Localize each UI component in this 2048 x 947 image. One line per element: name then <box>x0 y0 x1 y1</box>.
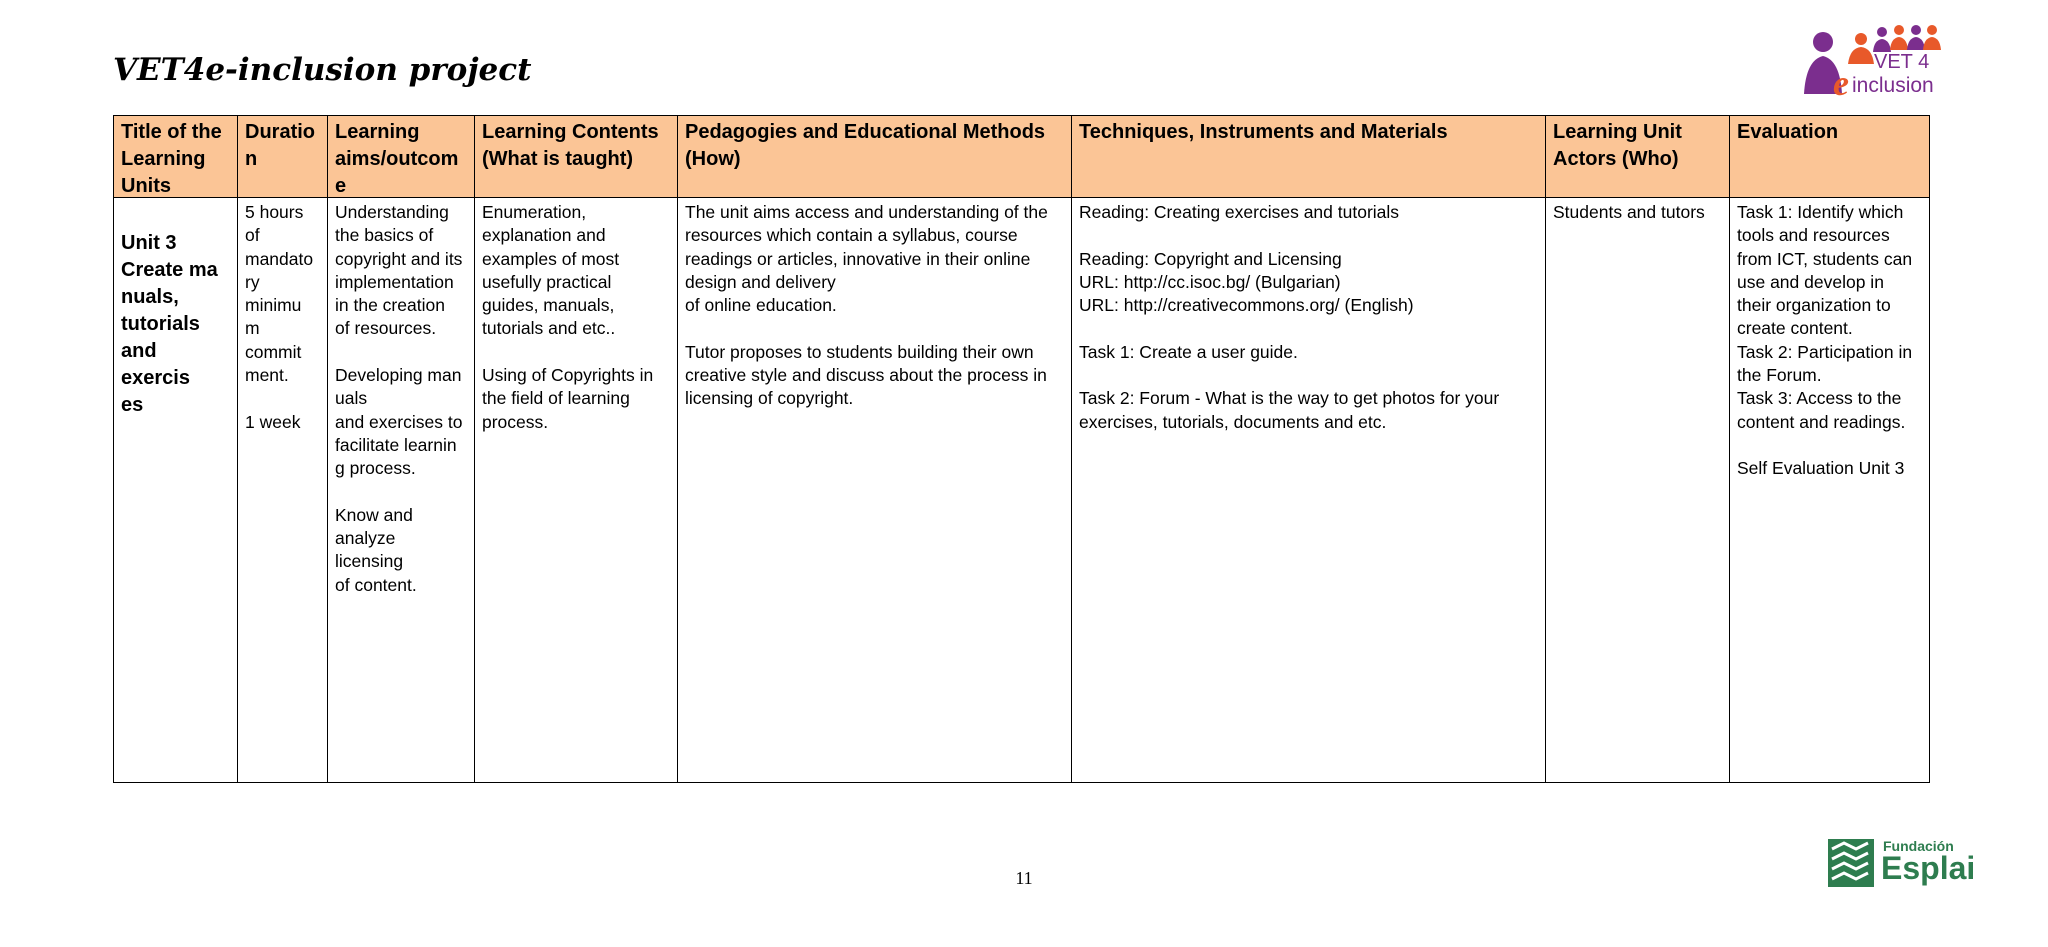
esplai-logo-line2: Esplai <box>1881 850 1976 886</box>
text-line: of <box>245 225 260 246</box>
text-line <box>1079 364 1538 387</box>
text-line: Reading: Creating exercises and tutorials <box>1079 202 1400 222</box>
vet4-inclusion-logo <box>1796 22 1942 96</box>
text-line: (What is taught) <box>482 148 634 170</box>
text-line: Self Evaluation Unit 3 <box>1737 458 1905 479</box>
text-line: create content. <box>1737 318 1853 339</box>
text-line: Title of the <box>121 121 222 143</box>
text-line: Actors (Who) <box>1553 148 1679 170</box>
text-line: the basics of <box>335 225 434 246</box>
text-line <box>245 387 320 410</box>
text-line: The unit aims access and understanding of the <box>685 202 1048 222</box>
fundacion-esplai-logo <box>1828 838 1976 888</box>
text-line: Learning Unit <box>1553 121 1682 143</box>
text-line <box>482 341 670 364</box>
text-line: 1 week <box>245 411 301 432</box>
text-line: ment. <box>245 365 289 386</box>
text-line: aims/outcom <box>335 148 459 170</box>
text-line: commit <box>245 341 302 362</box>
text-line: Unit 3 <box>121 232 177 254</box>
text-line: design and delivery <box>685 271 836 292</box>
text-line: implementation <box>335 271 454 292</box>
text-line: tutorials <box>121 313 200 335</box>
text-line: URL: http://cc.isoc.bg/ (Bulgarian) <box>1079 271 1341 292</box>
header-title-of-learning-units <box>114 116 238 198</box>
text-line: licensing of copyright. <box>685 388 854 409</box>
text-line: Understanding <box>335 202 449 222</box>
header-pedagogies <box>678 116 1072 198</box>
text-line: use and develop in <box>1737 271 1884 292</box>
header-techniques <box>1072 116 1546 198</box>
text-line <box>335 341 467 364</box>
text-line: analyze <box>335 528 396 549</box>
esplai-mark-icon <box>1828 839 1874 887</box>
text-line: Techniques, Instruments and Materials <box>1079 121 1448 143</box>
text-line: resources which contain a syllabus, course <box>685 225 1018 246</box>
text-line: explanation and <box>482 225 606 246</box>
text-line: Task 2: Forum - What is the way to get photos for your <box>1079 388 1500 409</box>
text-line: Using of Copyrights in <box>482 365 654 386</box>
text-line: Pedagogies and Educational Methods <box>685 121 1046 143</box>
esplai-logo-line1: Fundación <box>1883 838 1954 854</box>
cell-pedagogies <box>678 198 1072 782</box>
vet4-logo-line1: VET 4 <box>1874 51 1930 73</box>
header-learning-contents <box>475 116 678 198</box>
text-line: usefully practical <box>482 271 612 292</box>
text-line: Developing man <box>335 365 462 386</box>
text-line <box>1079 317 1538 340</box>
text-line: Task 3: Access to the <box>1737 388 1902 409</box>
text-line: Enumeration, <box>482 202 587 222</box>
text-line: and exercises to <box>335 411 463 432</box>
text-line: n <box>245 148 258 170</box>
text-line: from ICT, students can <box>1737 248 1913 269</box>
text-line: Know and <box>335 504 413 525</box>
text-line: Learning <box>335 121 420 143</box>
text-line: copyright and its <box>335 248 463 269</box>
text-line: Learning Contents <box>482 121 659 143</box>
vet4-logo-line2: inclusion <box>1852 74 1934 96</box>
cell-learning-aims <box>328 198 475 782</box>
text-line: the Forum. <box>1737 365 1822 386</box>
header-actors <box>1546 116 1730 198</box>
text-line: m <box>245 318 260 339</box>
text-line: process. <box>482 411 549 432</box>
text-line: e <box>335 175 347 197</box>
text-line: Task 2: Participation in <box>1737 341 1913 362</box>
text-line: Learning <box>121 148 206 170</box>
learning-unit-table <box>113 115 1930 783</box>
text-line: their organization to <box>1737 295 1891 316</box>
text-line: of online education. <box>685 295 837 316</box>
text-line: of content. <box>335 574 417 595</box>
text-line: URL: http://creativecommons.org/ (English) <box>1079 295 1414 316</box>
text-line: facilitate learnin <box>335 434 457 455</box>
text-line: es <box>121 394 144 416</box>
text-line: nuals, <box>121 286 179 308</box>
text-line: g process. <box>335 458 416 479</box>
text-line: 5 hours <box>245 202 304 222</box>
cell-learning-contents <box>475 198 678 782</box>
text-line: licensing <box>335 551 404 572</box>
cell-actors <box>1546 198 1730 782</box>
text-line: the field of learning <box>482 388 630 409</box>
text-line: Evaluation <box>1737 121 1839 143</box>
text-line: of resources. <box>335 318 437 339</box>
text-line: content and readings. <box>1737 411 1906 432</box>
text-line: guides, manuals, <box>482 295 615 316</box>
text-line: tools and resources <box>1737 225 1890 246</box>
cell-evaluation <box>1730 198 1929 782</box>
text-line: creative style and discuss about the process in <box>685 365 1047 386</box>
text-line: Task 1: Create a user guide. <box>1079 341 1298 362</box>
page-number: 11 <box>1015 868 1033 888</box>
header-evaluation <box>1730 116 1929 198</box>
text-line: tutorials and etc.. <box>482 318 616 339</box>
text-line: Task 1: Identify which <box>1737 202 1904 222</box>
text-line: uals <box>335 388 368 409</box>
text-line: mandato <box>245 248 314 269</box>
vet4-logo-e: e <box>1833 63 1849 96</box>
text-line: Reading: Copyright and Licensing <box>1079 248 1342 269</box>
text-line: in the creation <box>335 295 445 316</box>
text-line: readings or articles, innovative in their online <box>685 248 1031 269</box>
text-line: examples of most <box>482 248 620 269</box>
cell-unit-title <box>114 198 238 782</box>
unit-title <box>121 230 230 419</box>
text-line <box>685 317 1064 340</box>
text-line: and exercis <box>121 340 190 389</box>
text-line: Create ma <box>121 259 218 281</box>
text-line: Units <box>121 175 171 197</box>
header-learning-aims <box>328 116 475 198</box>
text-line: minimu <box>245 295 302 316</box>
text-line <box>1079 224 1538 247</box>
document-title: VET4e-inclusion project <box>113 52 532 88</box>
text-line: ry <box>245 271 260 292</box>
cell-techniques <box>1072 198 1546 782</box>
text-line: Students and tutors <box>1553 202 1705 222</box>
text-line <box>1737 434 1922 457</box>
text-line: Tutor proposes to students building their own <box>685 341 1034 362</box>
text-line: exercises, tutorials, documents and etc. <box>1079 411 1387 432</box>
header-duration <box>238 116 328 198</box>
cell-duration <box>238 198 328 782</box>
text-line: (How) <box>685 148 741 170</box>
text-line: Duratio <box>245 121 315 143</box>
text-line <box>335 481 467 504</box>
